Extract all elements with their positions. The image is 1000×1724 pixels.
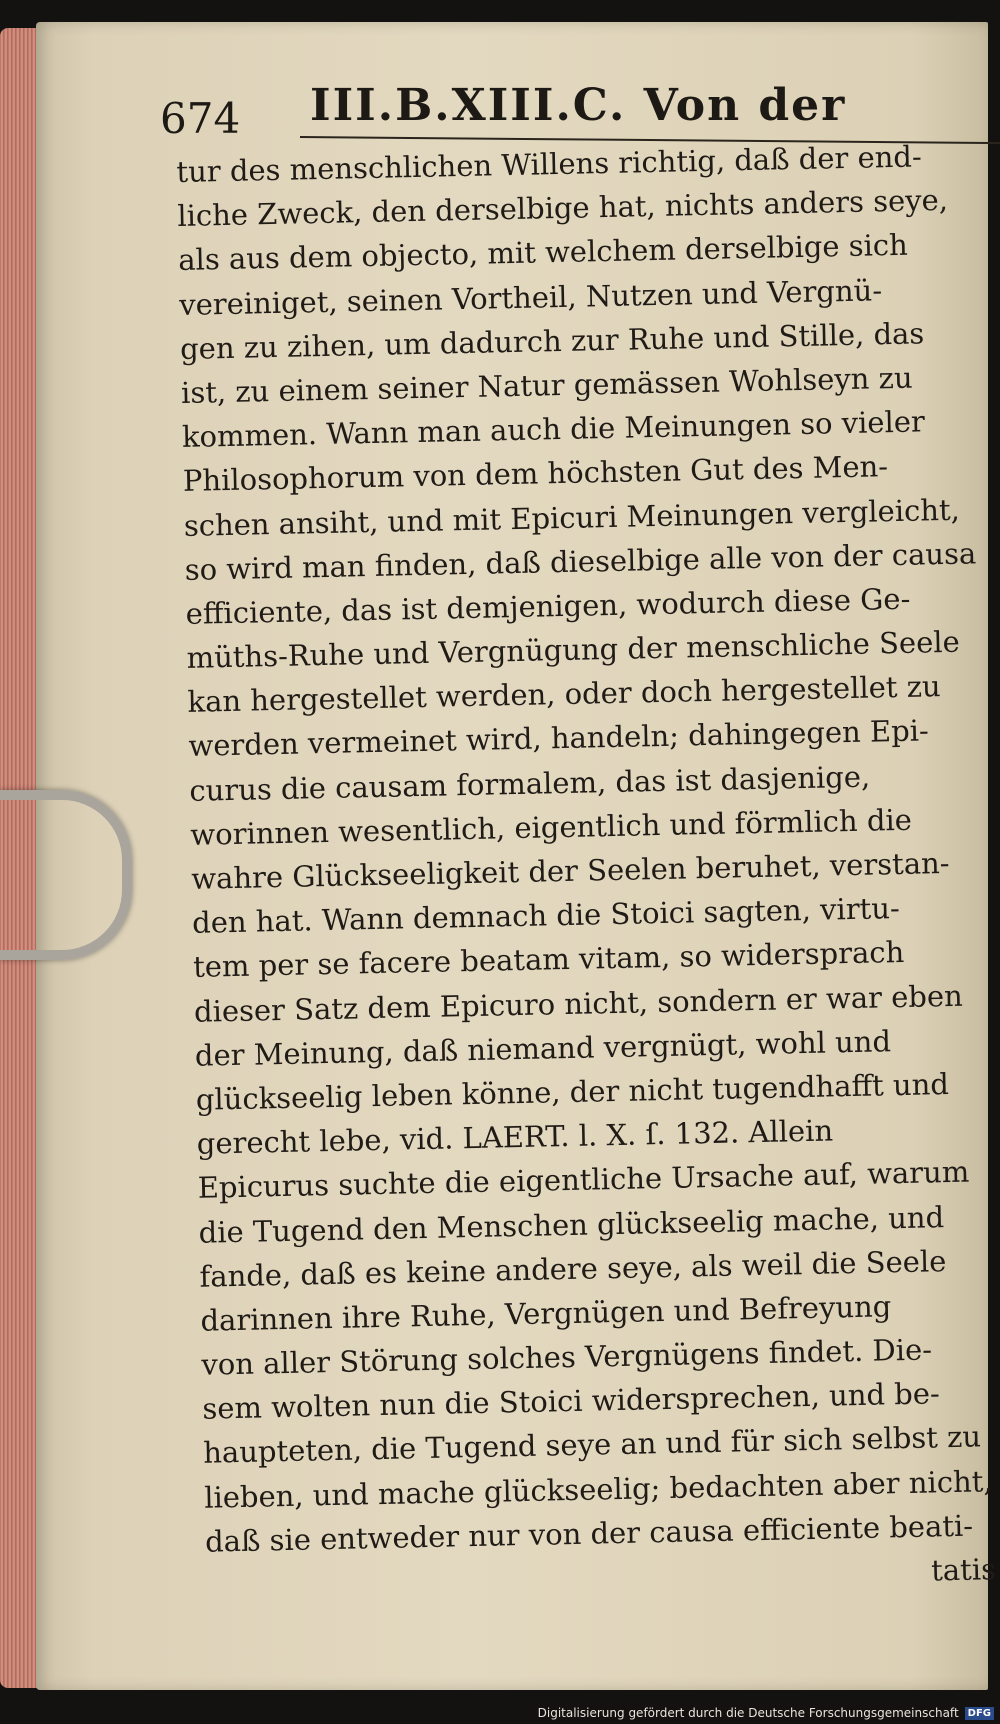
text-line: haupteten, die Tugend seye an und für sich selbst zu [202,1419,982,1471]
text-line: müths-Ruhe und Vergnügung der menschliche Seele [186,624,961,675]
text-line: glückseelig leben könne, der nicht tugendhafft und [195,1066,950,1117]
text-line: Philosophorum von dem höchsten Gut des Men- [182,449,889,499]
text-line: liche Zweck, den derselbige hat, nichts anders seye, [177,183,949,234]
text-line: daß sie entweder nur von der causa efficiente beati- [204,1508,974,1559]
text-line: werden vermeinet wird, handeln; dahingegen Epi- [188,713,930,764]
catchword: tatis [930,1552,997,1588]
text-line: darinnen ihre Ruhe, Vergnügen und Befreyung [200,1289,892,1338]
digitization-footer [538,1706,994,1720]
page-clip [0,790,132,960]
page-number: 674 [160,94,241,143]
text-line: schen ansiht, und mit Epicuri Meinungen vergleicht, [183,492,961,543]
text-line: gen zu zihen, um dadurch zur Ruhe und Stille, das [179,316,925,366]
text-line: lieben, und mache glückseelig; bedachten aber nicht, [203,1463,993,1515]
text-line: tem per se facere beatam vitam, so widersprach [192,935,905,985]
text-line: curus die causam formalem, das ist dasjenige, [189,759,871,808]
text-line: sem wolten nun die Stoici widersprechen, und be- [202,1376,941,1426]
text-line: von aller Störung solches Vergnügens findet. Die- [201,1332,933,1382]
text-line: ist, zu einem seiner Natur gemässen Wohlseyn zu [180,360,913,410]
text-line: gerecht lebe, vid. LAERT. l. X. ſ. 132. Allein [196,1113,834,1161]
text-line: als aus dem objecto, mit welchem derselbige sich [177,228,909,278]
text-line: dieser Satz dem Epicuro nicht, sondern er war eben [193,978,964,1029]
running-head: III.B.XIII.C. Von der [310,80,847,131]
body-text [176,133,1000,1608]
text-line: den hat. Wann demnach die Stoici sagten, virtu- [191,891,901,941]
text-line: wahre Glückseeligkeit der Seelen beruhet, verstan- [190,845,950,896]
text-line: kan hergestellet werden, oder doch hergestellet zu [187,669,942,720]
text-line: worinnen wesentlich, eigentlich und förmlich die [189,802,913,852]
text-line: tur des menschlichen Willens richtig, daß der end- [176,139,923,189]
text-line: der Meinung, daß niemand vergnügt, wohl und [194,1023,892,1073]
text-line: kommen. Wann man auch die Meinungen so vieler [181,404,926,455]
footer-text: Digitalisierung gefördert durch die Deutsche Forschungsgemeinschaft [537,1706,959,1720]
text-line: Epicurus suchte die eigentliche Ursache auf, warum [197,1154,970,1206]
text-line: vereiniget, seinen Vortheil, Nutzen und Vergnü- [178,272,883,322]
text-line: die Tugend den Menschen glückseelig mache, und [198,1199,945,1250]
text-line: fande, daß es keine andere seye, als weil die Seele [199,1243,947,1294]
text-line: efficiente, das ist demjenigen, wodurch diese Ge- [185,581,911,631]
text-line: so wird man finden, daß dieselbige alle von der causa [184,536,977,587]
dfg-logo: DFG [965,1707,994,1720]
page-header [160,70,960,143]
